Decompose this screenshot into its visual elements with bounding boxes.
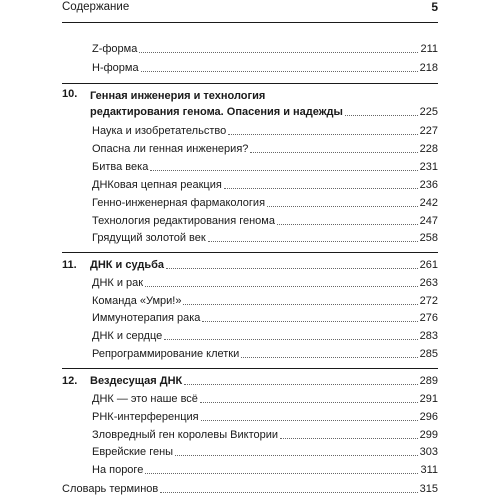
toc-entry-label: Технология редактирования генома <box>92 215 275 227</box>
dot-leader <box>175 454 418 456</box>
dot-leader <box>141 70 418 72</box>
toc-entry-page: 276 <box>419 312 438 324</box>
dot-leader <box>201 419 418 421</box>
toc-entry-label: ДНК и рак <box>92 277 144 289</box>
chapter-10-heading[interactable] <box>90 104 438 120</box>
toc-entry-page: 247 <box>419 215 438 227</box>
toc-entry[interactable] <box>92 141 438 157</box>
dot-leader <box>145 472 418 474</box>
toc-entry-page: 231 <box>419 161 438 173</box>
toc-entry[interactable] <box>92 293 438 309</box>
dot-leader <box>345 114 418 116</box>
toc-entry-page: 299 <box>419 429 438 441</box>
toc-entry-label: На пороге <box>92 464 144 476</box>
toc-entry-label: Команда «Умри!» <box>92 295 182 307</box>
toc-entry-page: 272 <box>419 295 438 307</box>
toc-entry-label: ДНК и сердце <box>92 330 163 342</box>
dot-leader <box>208 240 418 242</box>
dot-leader <box>150 169 417 171</box>
toc-entry[interactable] <box>92 123 438 139</box>
toc-entry-label: H-форма <box>92 62 139 74</box>
toc-entry[interactable] <box>92 391 438 407</box>
chapter-divider <box>62 368 438 369</box>
chapter-page: 225 <box>419 106 438 118</box>
chapter-page: 261 <box>419 259 438 271</box>
chapter-11-heading[interactable] <box>62 257 438 273</box>
toc-entry[interactable] <box>92 427 438 443</box>
chapter-title-line1: Генная инженерия и технология <box>90 90 266 102</box>
toc-entry-label: Опасна ли генная инженерия? <box>92 143 249 155</box>
dot-leader <box>224 187 418 189</box>
chapter-page: 289 <box>419 375 438 387</box>
dot-leader <box>250 151 417 153</box>
dot-leader <box>280 437 418 439</box>
toc-entry-page: 311 <box>420 464 438 476</box>
toc-entry-label: Грядущий золотой век <box>92 232 206 244</box>
toc-entry[interactable] <box>92 177 438 193</box>
toc-entry-page: 263 <box>419 277 438 289</box>
toc-entry-label: Зловредный ген королевы Виктории <box>92 429 279 441</box>
toc-entry-page: 218 <box>419 62 438 74</box>
chapter-number: 11. <box>62 259 77 271</box>
toc-entry-page: 242 <box>419 197 438 209</box>
toc-entry[interactable] <box>92 462 438 478</box>
toc-entry-label: Иммунотерапия рака <box>92 312 201 324</box>
toc-entry-label: Репрограммирование клетки <box>92 348 240 360</box>
chapter-title: Вездесущая ДНК <box>90 375 183 387</box>
dot-leader <box>160 491 417 493</box>
toc-entry-label: ДНКовая цепная реакция <box>92 179 222 191</box>
toc-entry-page: 258 <box>419 232 438 244</box>
toc-entry[interactable] <box>92 41 438 57</box>
toc-entry-page: 291 <box>419 393 438 405</box>
toc-entry[interactable] <box>92 159 438 175</box>
dot-leader <box>277 223 418 225</box>
chapter-title: ДНК и судьба <box>90 259 164 271</box>
toc-entry-label: Генно-инженерная фармакология <box>92 197 266 209</box>
dot-leader <box>139 51 418 53</box>
toc-entry[interactable] <box>92 213 438 229</box>
section-title: Содержание <box>62 1 130 13</box>
toc-entry-label: Наука и изобретательство <box>92 125 227 137</box>
dot-leader <box>228 133 417 135</box>
toc-entry-glossary[interactable] <box>62 481 438 497</box>
toc-entry[interactable] <box>92 310 438 326</box>
toc-entry[interactable] <box>92 60 438 76</box>
page-number: 5 <box>431 0 438 14</box>
toc-entry-page: 228 <box>419 143 438 155</box>
running-head <box>62 0 438 23</box>
chapter-divider <box>62 83 438 84</box>
toc-entry-page: 303 <box>419 446 438 458</box>
toc-entry[interactable] <box>92 346 438 362</box>
dot-leader <box>145 285 418 287</box>
toc-entry-label: РНК-интерференция <box>92 411 199 423</box>
dot-leader <box>267 205 418 207</box>
chapter-number: 12. <box>62 375 78 387</box>
toc-entry[interactable] <box>92 230 438 246</box>
chapter-title-line2: редактирования генома. Опасения и надежды <box>90 106 343 118</box>
chapter-12-heading[interactable] <box>62 373 438 389</box>
toc-entry-page: 227 <box>419 125 438 137</box>
toc-entry-page: 211 <box>420 43 438 55</box>
toc-entry-page: 236 <box>419 179 438 191</box>
toc-entry-page: 285 <box>419 348 438 360</box>
toc-entry-label: ДНК — это наше всё <box>92 393 198 405</box>
toc-entry[interactable] <box>92 275 438 291</box>
toc-entry-label: Z-форма <box>92 43 138 55</box>
dot-leader <box>184 383 417 385</box>
toc-entry[interactable] <box>92 195 438 211</box>
toc-entry-label: Словарь терминов <box>62 483 159 495</box>
toc-entry-page: 296 <box>419 411 438 423</box>
dot-leader <box>202 320 417 322</box>
dot-leader <box>200 401 418 403</box>
toc-entry[interactable] <box>92 328 438 344</box>
dot-leader <box>183 303 417 305</box>
toc-entry-page: 283 <box>419 330 438 342</box>
dot-leader <box>166 267 418 269</box>
toc-entry[interactable] <box>92 444 438 460</box>
toc-entry-page: 315 <box>419 483 438 495</box>
chapter-divider <box>62 252 438 253</box>
dot-leader <box>164 338 417 340</box>
toc-entry[interactable] <box>92 409 438 425</box>
toc-entry-label: Еврейские гены <box>92 446 174 458</box>
toc-entry-label: Битва века <box>92 161 149 173</box>
chapter-number: 10. <box>62 88 78 100</box>
dot-leader <box>241 356 417 358</box>
